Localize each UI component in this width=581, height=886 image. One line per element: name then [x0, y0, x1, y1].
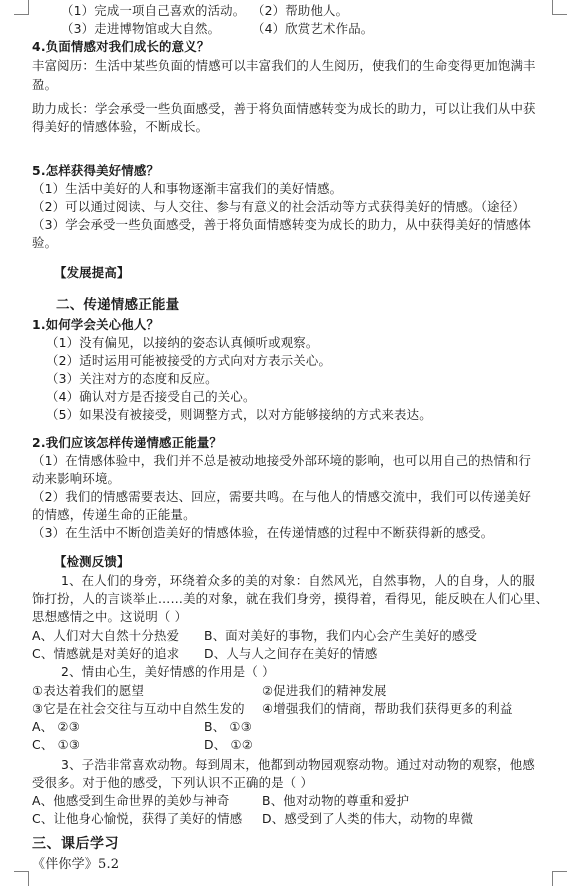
list-item: （1）在情感体验中，我们并不总是被动地接受外部环境的影响，也可以用自己的热情和行: [32, 453, 532, 468]
answer-option: A、 ②③: [32, 719, 81, 734]
answer-option: A、人们对大自然十分热爱: [32, 628, 180, 643]
exercise-stem: 思想感情之中。这说明（ ）: [32, 609, 188, 624]
list-item: （3）在生活中不断创造美好的情感体验，在传递情感的过程中不断获得新的感受。: [32, 525, 494, 540]
answer-option: C、让他身心愉悦，获得了美好的情感: [32, 811, 243, 826]
question-title: 5.怎样获得美好情感？: [32, 163, 160, 178]
section-heading: 【发展提高】: [54, 265, 130, 280]
exercise-stem: 2、情由心生，美好情感的作用是（ ）: [61, 664, 275, 679]
paragraph-line: 丰富阅历：生活中某些负面的情感可以丰富我们的人生阅历，使我们的生命变得更加饱满丰: [32, 58, 536, 73]
paragraph-line: 得美好的情感体验，不断成长。: [32, 119, 209, 134]
question-title: 1.如何学会关心他人？: [32, 317, 160, 332]
list-item: （2）帮助他人。: [252, 3, 349, 18]
exercise-stem: 饰打扮，人的言谈举止……美的对象，就在我们身旁，摸得着，看得见，能反映在人们心里、: [32, 591, 549, 606]
list-item: 的情感，传递生命的正能量。: [32, 507, 196, 522]
question-title: 4.负面情感对我们成长的意义？: [32, 39, 210, 54]
answer-option: B、 ①③: [204, 719, 253, 734]
list-item: （3）关注对方的态度和反应。: [46, 371, 218, 386]
exercise-stem: 3、子浩非常喜欢动物。每到周末，他都到动物园观察动物。通过对动物的观察，他感: [61, 757, 535, 772]
answer-option: B、面对美好的事物，我们内心会产生美好的感受: [204, 628, 478, 643]
section-heading: 三、课后学习: [32, 836, 119, 852]
list-item: （2）适时运用可能被接受的方式向对方表示关心。: [46, 353, 332, 368]
question-title: 2.我们应该怎样传递情感正能量？: [32, 435, 222, 450]
answer-option: A、他感受到生命世界的美妙与神奇: [32, 793, 230, 808]
list-item: （2）可以通过阅读、与人交往、参与有意义的社会活动等方式获得美好的情感。（途径）: [32, 199, 525, 214]
list-item: （3）学会承受一些负面感受，善于将负面情感转变为成长的助力，从中获得美好的情感体: [32, 217, 532, 232]
statement: ②促进我们的精神发展: [262, 683, 387, 698]
homework-reference: 《伴你学》5.2: [32, 857, 120, 872]
paragraph-line: 助力成长：学会承受一些负面感受，善于将负面情感转变为成长的助力，可以让我们从中获: [32, 101, 536, 116]
list-item: （4）欣赏艺术作品。: [252, 21, 374, 36]
answer-option: C、情感就是对美好的追求: [32, 646, 180, 661]
crop-mark-top-left: [14, 0, 29, 15]
exercise-stem: 受很多。对于他的感受，下列认识不正确的是（ ）: [32, 775, 314, 790]
answer-option: D、 ①②: [204, 737, 254, 752]
crop-mark-top-right: [552, 0, 567, 15]
list-item: 动来影响环境。: [32, 471, 121, 486]
section-heading: 二、传递情感正能量: [56, 297, 180, 313]
crop-mark-bottom-left: [14, 871, 29, 886]
list-item: （1）完成一项自己喜欢的活动。: [61, 3, 246, 18]
answer-option: B、他对动物的尊重和爱护: [262, 793, 410, 808]
answer-option: C、 ①③: [32, 737, 81, 752]
paragraph-line: 盈。: [32, 77, 58, 92]
list-item: （1）生活中美好的人和事物逐渐丰富我们的美好情感。: [32, 181, 343, 196]
statement: ③它是在社会交往与互动中自然生发的: [32, 701, 245, 716]
statement: ④增强我们的情商，帮助我们获得更多的利益: [262, 701, 513, 716]
exercise-stem: 1、在人们的身旁，环绕着众多的美的对象：自然风光，自然事物，人的自身，人的服: [61, 573, 535, 588]
crop-mark-bottom-right: [552, 871, 567, 886]
list-item: （1）没有偏见，以接纳的姿态认真倾听或观察。: [46, 335, 319, 350]
answer-option: D、感受到了人类的伟大，动物的卑微: [262, 811, 474, 826]
list-item: 验。: [32, 235, 58, 250]
list-item: （5）如果没有被接受，则调整方式，以对方能够接纳的方式来表达。: [46, 407, 432, 422]
list-item: （3）走进博物馆或大自然。: [61, 21, 221, 36]
list-item: （4）确认对方是否接受自己的关心。: [46, 389, 256, 404]
section-heading: 【检测反馈】: [54, 554, 130, 569]
statement: ①表达着我们的愿望: [32, 683, 145, 698]
answer-option: D、人与人之间存在美好的情感: [204, 646, 378, 661]
list-item: （2）我们的情感需要表达、回应，需要共鸣。在与他人的情感交流中，我们可以传递美好: [32, 489, 532, 504]
